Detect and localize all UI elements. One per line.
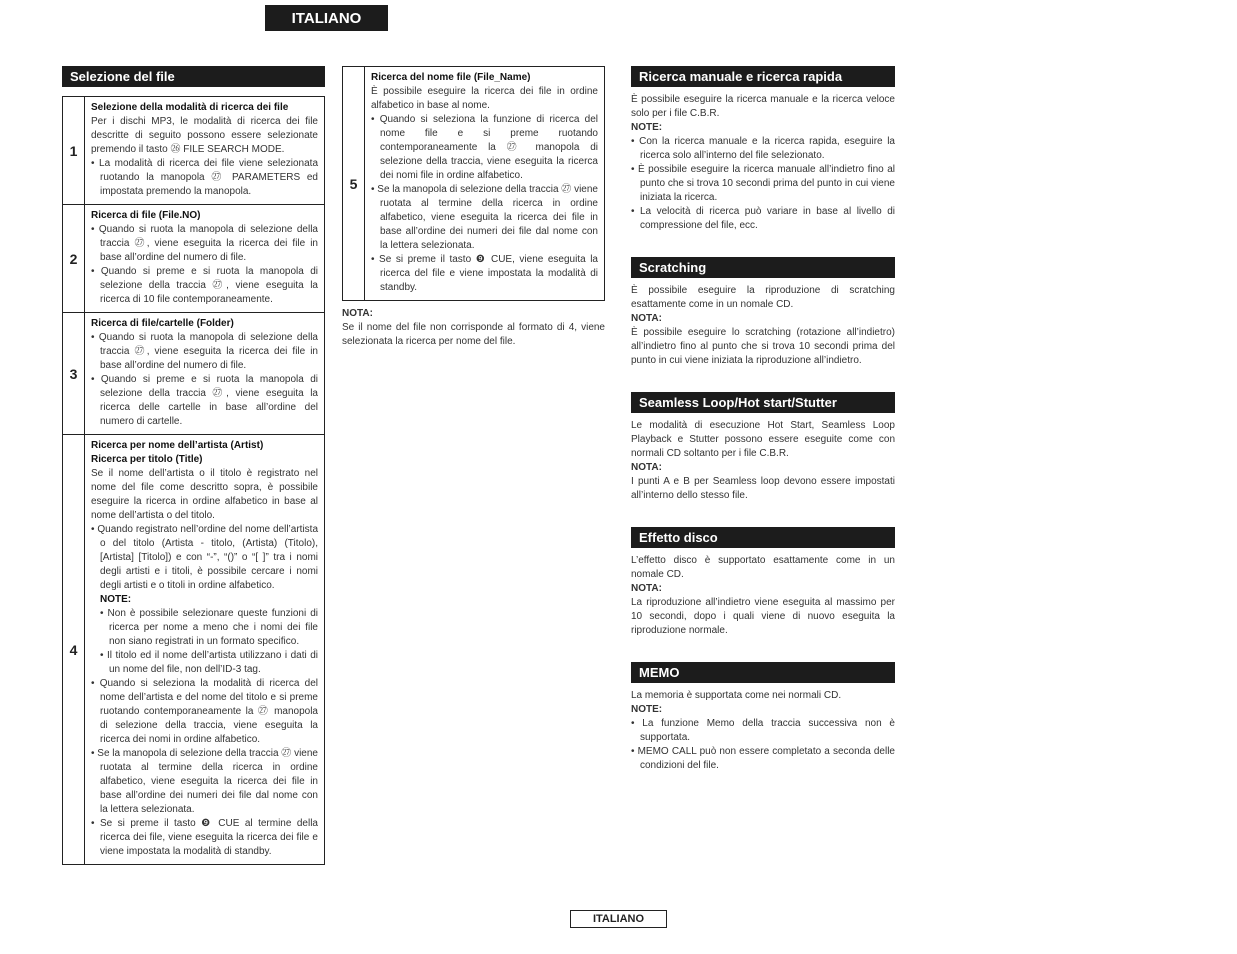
section-scratching [631, 257, 895, 368]
note-label: NOTE: [631, 122, 663, 133]
section-title: Seamless Loop/Hot start/Stutter [631, 392, 895, 413]
bullet-item: • MEMO CALL può non essere completato a seconda delle condizioni del file. [631, 746, 895, 771]
section-seamless-loop [631, 392, 895, 503]
step-heading: Ricerca per nome dell’artista (Artist) [91, 440, 264, 451]
step-row-3 [63, 313, 324, 435]
step-paragraph: Per i dischi MP3, le modalità di ricerca dei file descritte di seguito possono essere selezionate premendo il tasto ㉖ FILE SEARCH MODE. [91, 116, 318, 155]
note-label: NOTE: [100, 594, 132, 605]
bullet-item: • È possibile eseguire la ricerca manuale all’indietro fino al punto che si trova 10 secondi prima del punto in cui viene iniziata la ricerca. [631, 164, 895, 203]
playback-features-column [631, 66, 895, 773]
section-intro: È possibile eseguire la ricerca manuale e la ricerca veloce solo per i file C.B.R. [631, 94, 895, 119]
bullet-item: • Quando si preme e si ruota la manopola di selezione della traccia ㉗, viene eseguita la ricerca di 10 file contemporaneamente. [91, 266, 318, 305]
step-content [85, 205, 324, 312]
bullet-item: • Se si preme il tasto ❾ CUE al termine della ricerca dei file, viene eseguita la ricerca dei file e viene impostata la modalità di standby. [91, 818, 318, 857]
bullet-item: • Quando si ruota la manopola di selezione della traccia ㉗, viene eseguita la ricerca dei file in base all’ordine del numero di file. [91, 332, 318, 371]
step5-table [342, 66, 605, 301]
step-heading: Ricerca del nome file (File_Name) [371, 72, 531, 83]
footer-language-tab: ITALIANO [570, 910, 667, 928]
bullet-item: • Se si preme il tasto ❾ CUE, viene eseguita la ricerca del file e viene impostata la modalità di standby. [371, 254, 598, 293]
step-heading: Ricerca di file (File.NO) [91, 210, 201, 221]
note-label: NOTE: [631, 704, 663, 715]
section-title: MEMO [631, 662, 895, 683]
section-intro: È possibile eseguire la riproduzione di scratching esattamente come in un nomale CD. [631, 285, 895, 310]
sub-note-item: • Il titolo ed il nome dell’artista utilizzano i dati di un nome del file, non dell’ID-3 tag. [100, 650, 318, 675]
bullet-item: • Con la ricerca manuale e la ricerca rapida, eseguire la ricerca solo all’interno del file selezionato. [631, 136, 895, 161]
step-number: 1 [63, 97, 85, 204]
step-content [85, 435, 324, 864]
step-number: 4 [63, 435, 85, 864]
step-row-4 [63, 435, 324, 865]
step-heading: Ricerca di file/cartelle (Folder) [91, 318, 234, 329]
step-heading-secondary: Ricerca per titolo (Title) [91, 454, 203, 465]
step-content [85, 97, 324, 204]
section-disc-effect [631, 527, 895, 638]
section-intro: La memoria è supportata come nei normali CD. [631, 690, 842, 701]
sub-note-item: • Non è possibile selezionare queste funzioni di ricerca per nome a meno che i nomi dei file non siano registrati in un formato specifico. [100, 608, 318, 647]
section-title: Scratching [631, 257, 895, 278]
step-number: 5 [343, 67, 365, 300]
step-paragraph: Se il nome dell’artista o il titolo è registrato nel nome del file come descritto sopra, è possibile eseguire la ricerca in ordine alfabetico in base al nome dell’artista o del titolo. [91, 468, 318, 521]
step-number: 3 [63, 313, 85, 434]
note-label: NOTA: [631, 313, 662, 324]
bullet-item: • La modalità di ricerca dei file viene selezionata ruotando la manopola ㉗ PARAMETERS ed impostata premendo la manopola. [91, 158, 318, 197]
section-title: Effetto disco [631, 527, 895, 548]
section-manual-search [631, 66, 895, 233]
section-memo [631, 662, 895, 773]
note-text: Se il nome del file non corrisponde al formato di 4, viene selezionata la ricerca per nome del file. [342, 322, 605, 347]
steps-table [62, 96, 325, 865]
bullet-item: • La velocità di ricerca può variare in base al livello di compressione del file, ecc. [631, 206, 895, 231]
file-selection-column [62, 66, 325, 865]
note-label: NOTA: [631, 583, 662, 594]
bullet-item: • Se la manopola di selezione della traccia ㉗ viene ruotata al termine della ricerca in ordine alfabetico, viene eseguita la ricerca dei file in base all’ordine dei numeri dei file dal nome con la lettera selezionata. [91, 748, 318, 815]
note-label: NOTA: [342, 308, 373, 319]
bullet-item: • Se la manopola di selezione della traccia ㉗ viene ruotata al termine della ricerca in ordine alfabetico, viene eseguita la ricerca dei file in base all’ordine dei numeri dei file dal nome con la lettera selezionata. [371, 184, 598, 251]
bullet-item: • La funzione Memo della traccia successiva non è supportata. [631, 718, 895, 743]
bullet-item: • Quando registrato nell’ordine del nome dell’artista o del titolo (Artista - titolo, (Artista) (Titolo), [Artista] [Titolo]) e con “-”, “()” o “[ ]” tra i nomi degli artisti e i titoli, è possibile cercare i nomi degli artisti e o titoli in ordine alfabetico. [91, 524, 318, 591]
section-title: Ricerca manuale e ricerca rapida [631, 66, 895, 87]
bullet-item: • Quando si seleziona la modalità di ricerca del nome dell’artista e del nome del titolo e si preme ruotando contemporaneamente la ㉗ manopola di selezione della traccia, viene eseguita la ricerca dei nomi in ordine alfabetico. [91, 678, 318, 745]
bullet-item: • Quando si seleziona la funzione di ricerca del nome file e si preme ruotando contemporaneamente la ㉗ manopola di selezione della traccia, viene eseguita la ricerca dei nomi file in ordine alfabetico. [371, 114, 598, 181]
language-tab: ITALIANO [265, 5, 388, 31]
step-content [365, 67, 604, 300]
section-intro: L’effetto disco è supportato esattamente come in un nomale CD. [631, 555, 895, 580]
section-title-file-selection: Selezione del file [62, 66, 325, 87]
step-number: 2 [63, 205, 85, 312]
step-paragraph: È possibile eseguire la ricerca dei file in ordine alfabetico in base al nome. [371, 86, 598, 111]
step-heading: Selezione della modalità di ricerca dei file [91, 102, 289, 113]
note-text: La riproduzione all’indietro viene eseguita al massimo per 10 secondi, dopo i quali viene di nuovo eseguita la riproduzione normale. [631, 597, 895, 636]
note-text: I punti A e B per Seamless loop devono essere impostati all’interno dello stesso file. [631, 476, 895, 501]
step-row-5 [343, 67, 604, 301]
bullet-item: • Quando si preme e si ruota la manopola di selezione della traccia ㉗, viene eseguita la ricerca delle cartelle in base all’ordine del numero di cartelle. [91, 374, 318, 427]
step-content [85, 313, 324, 434]
section-intro: Le modalità di esecuzione Hot Start, Seamless Loop Playback e Stutter possono essere eseguite come con normali CD soltanto per i file C.B.R. [631, 420, 895, 459]
note-label: NOTA: [631, 462, 662, 473]
step-row-1 [63, 97, 324, 205]
note-text: È possibile eseguire lo scratching (rotazione all’indietro) all’indietro fino al punto che si trova 10 secondi prima del punto in cui viene iniziata la riproduzione all’indietro. [631, 327, 895, 366]
bullet-item: • Quando si ruota la manopola di selezione della traccia ㉗, viene eseguita la ricerca dei file in base all’ordine del numero di file. [91, 224, 318, 263]
file-name-search-column [342, 66, 605, 349]
step-row-2 [63, 205, 324, 313]
